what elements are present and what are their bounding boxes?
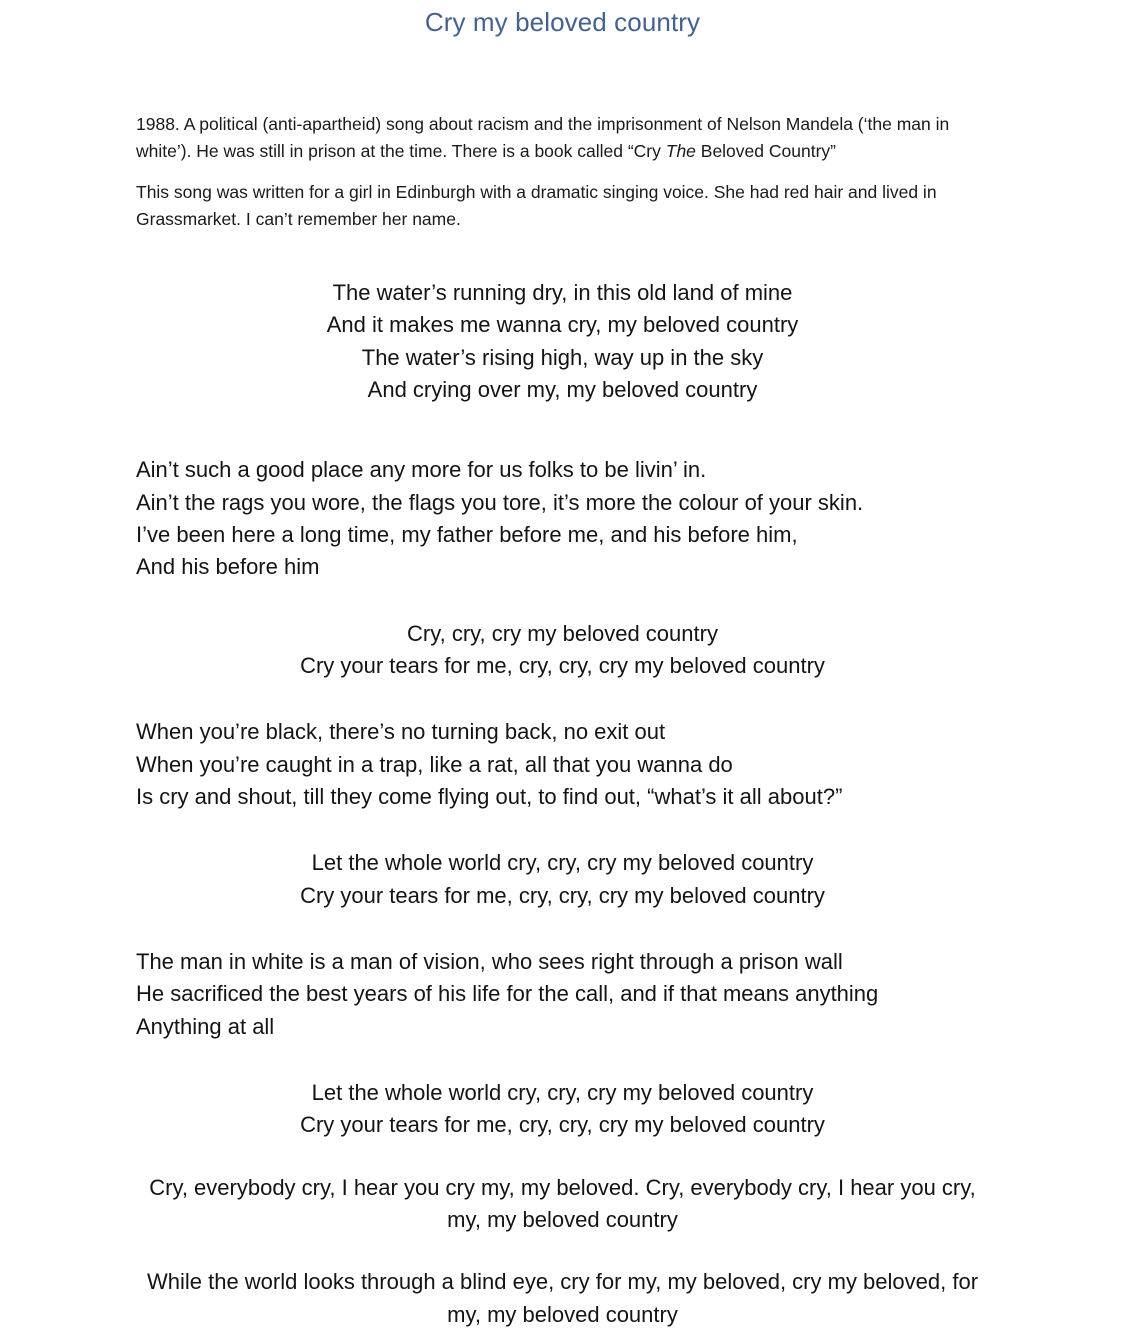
stanza-spacer <box>136 682 989 716</box>
stanza-spacer <box>136 1236 989 1266</box>
lyrics-verse-3 <box>136 716 989 813</box>
stanza-spacer <box>136 406 989 454</box>
stanza-spacer <box>136 1043 989 1077</box>
stanza-spacer <box>136 1142 989 1172</box>
book-title-emphasis: The <box>665 140 696 161</box>
lyrics-verse-1 <box>136 277 989 406</box>
lyrics-verse-4 <box>136 946 989 1043</box>
stanza-spacer <box>136 912 989 946</box>
lyric-line: When you’re caught in a trap, like a rat, all that you wanna do <box>136 751 733 777</box>
intro-paragraph-1 <box>136 111 990 165</box>
lyrics-outro-1 <box>136 1172 989 1237</box>
stanza-spacer <box>136 813 989 847</box>
intro-notes <box>0 111 1125 234</box>
lyric-line: And it makes me wanna cry, my beloved country <box>326 312 799 338</box>
lyric-line: Ain’t such a good place any more for us folks to be livin’ in. <box>136 457 707 483</box>
lyrics-verse-2 <box>136 454 989 583</box>
lyric-line: Cry your tears for me, cry, cry, cry my beloved country <box>300 882 825 908</box>
lyric-line: Is cry and shout, till they come flying out, to find out, “what’s it all about?” <box>136 783 843 809</box>
lyric-line: Let the whole world cry, cry, cry my beloved country <box>311 850 814 876</box>
lyric-line: Cry your tears for me, cry, cry, cry my beloved country <box>300 652 825 678</box>
page-title: Cry my beloved country <box>424 7 701 37</box>
lyric-line: He sacrificed the best years of his life for the call, and if that means anything <box>136 981 879 1007</box>
lyric-line: And his before him <box>136 554 320 580</box>
lyric-line: When you’re black, there’s no turning back, no exit out <box>136 719 666 745</box>
lyric-line: Cry, cry, cry my beloved country <box>407 620 718 646</box>
lyric-line: Cry, everybody cry, I hear you cry my, my beloved. Cry, everybody cry, I hear you cry, my, my beloved country <box>149 1174 982 1232</box>
intro-paragraph-1-text-before: 1988. A political (anti-apartheid) song about racism and the imprisonment of Nelson Mandela (‘the man in white’). He was still in prison at the time. There is a book called “Cry <box>136 113 950 161</box>
lyric-line: And crying over my, my beloved country <box>367 376 758 402</box>
lyric-line: Ain’t the rags you wore, the flags you tore, it’s more the colour of your skin. <box>136 489 864 515</box>
lyric-line: Anything at all <box>136 1013 275 1039</box>
lyric-line: The water’s rising high, way up in the sky <box>361 344 764 370</box>
lyric-line: The man in white is a man of vision, who sees right through a prison wall <box>136 948 843 974</box>
lyrics-chorus-3 <box>136 1077 989 1142</box>
intro-paragraph-1-text-after: Beloved Country” <box>695 140 836 161</box>
lyric-line: While the world looks through a blind eye, cry for my, my beloved, cry my beloved, for my, my beloved country <box>146 1269 985 1327</box>
song-lyrics <box>0 277 1125 1331</box>
lyric-line: Cry your tears for me, cry, cry, cry my beloved country <box>300 1112 825 1138</box>
lyric-line: I’ve been here a long time, my father before me, and his before him, <box>136 521 798 547</box>
stanza-spacer <box>136 584 989 618</box>
lyrics-chorus-2 <box>136 847 989 912</box>
lyrics-chorus-1 <box>136 618 989 683</box>
lyrics-outro-2 <box>136 1266 989 1331</box>
lyric-line: Let the whole world cry, cry, cry my beloved country <box>311 1079 814 1105</box>
lyric-line: The water’s running dry, in this old land of mine <box>332 280 793 305</box>
intro-paragraph-2: This song was written for a girl in Edinburgh with a dramatic singing voice. She had red hair and lived in Grassmarket. I can’t remember her name. <box>136 181 937 229</box>
